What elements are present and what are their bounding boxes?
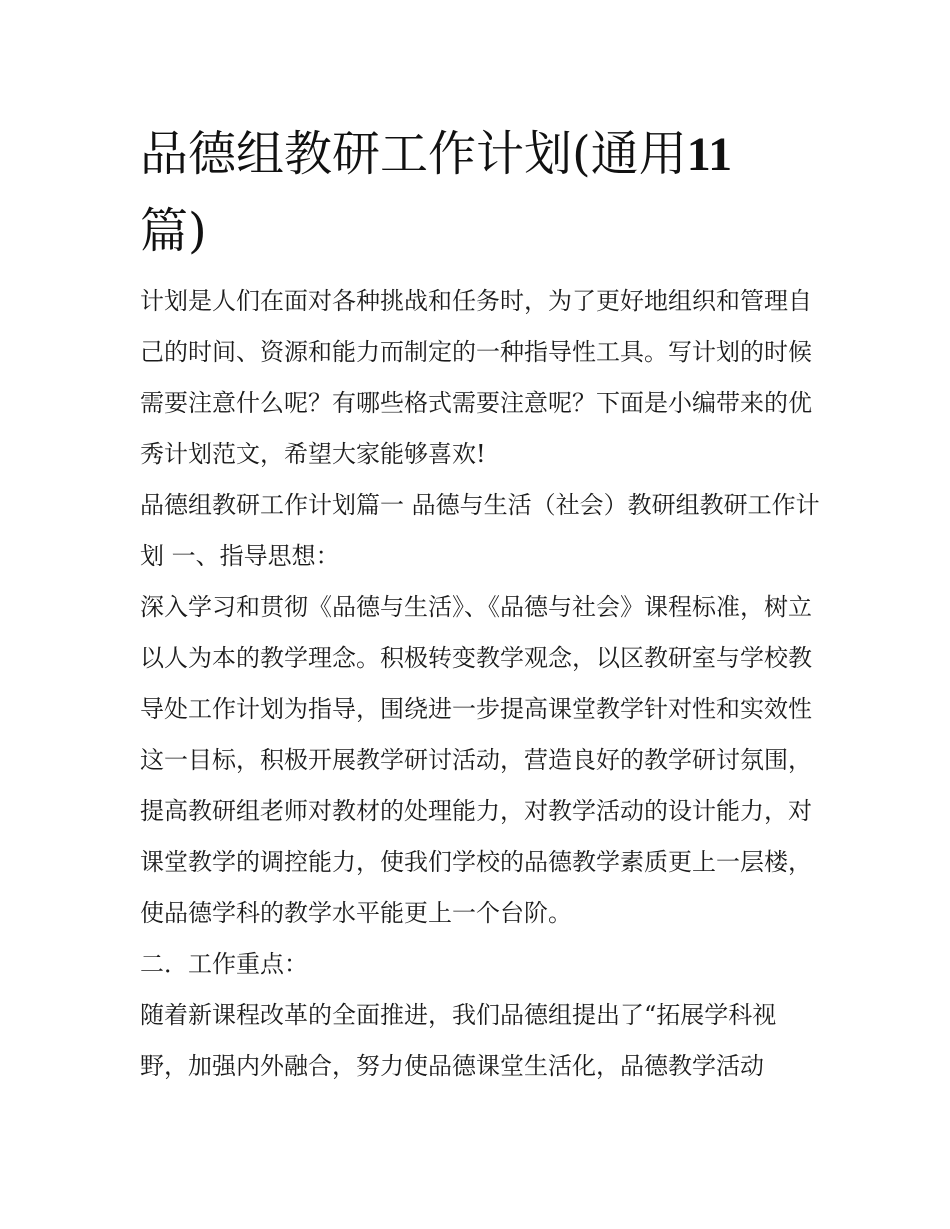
document-title	[140, 116, 820, 269]
document-body	[140, 276, 820, 1092]
title-text: 品德组教研工作计划(通用	[140, 126, 687, 182]
section-heading: 品德组教研工作计划篇一 品德与生活（社会）教研组教研工作计划 一、指导思想：	[140, 491, 820, 570]
intro-paragraph: 计划是人们在面对各种挑战和任务时，为了更好地组织和管理自己的时间、资源和能力而制定的一种指导性工具。写计划的时候需要注意什么呢？有哪些格式需要注意呢？下面是小编带来的优秀计划范文，希望大家能够喜欢!	[140, 287, 812, 468]
work-focus-heading: 二．工作重点：	[140, 950, 308, 978]
guiding-ideology-paragraph: 深入学习和贯彻《品德与生活》、《品德与社会》课程标准，树立以人为本的教学理念。积极转变教学观念，以区教研室与学校教导处工作计划为指导，围绕进一步提高课堂教学针对性和实效性这一目标，积极开展教学研讨活动，营造良好的教学研讨氛围，提高教研组老师对教材的处理能力，对教学活动的设计能力，对课堂教学的调控能力，使我们学校的品德教学素质更上一层楼，使品德学科的教学水平能更上一个台阶。	[140, 593, 812, 927]
work-focus-paragraph: 随着新课程改革的全面推进，我们品德组提出了“拓展学科视野，加强内外融合，努力使品德课堂生活化，品德教学活动	[140, 1001, 777, 1080]
title-text-end: 篇)	[140, 203, 207, 259]
title-number: 11	[686, 128, 733, 181]
